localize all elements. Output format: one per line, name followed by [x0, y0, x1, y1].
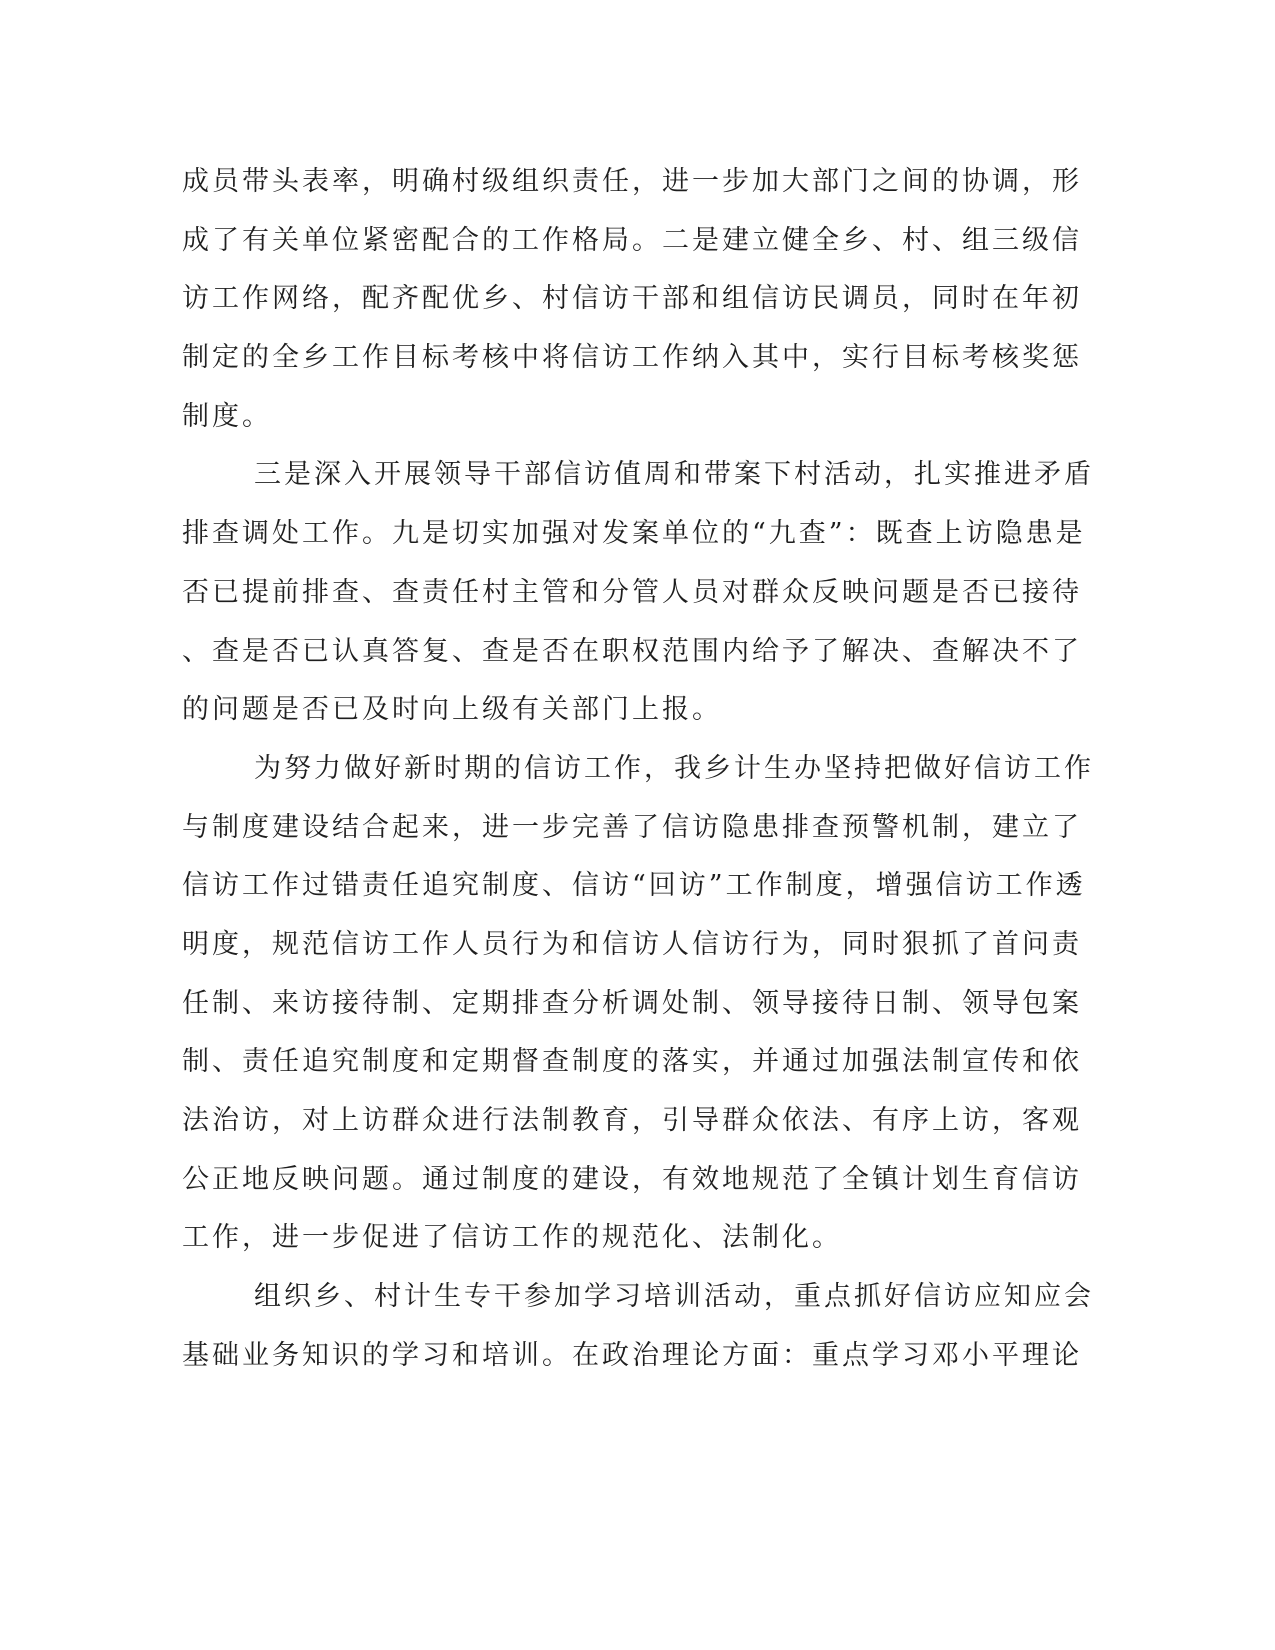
- text-line-2: 成了有关单位紧密配合的工作格局。二是建立健全乡、村、组三级信: [182, 224, 1082, 256]
- text-line-17: 法治访，对上访群众进行法制教育，引导群众依法、有序上访，客观: [182, 1105, 1082, 1136]
- text-line-5: 制度。: [182, 400, 272, 432]
- body-text: [182, 153, 1094, 1385]
- text-line-9: 、查是否已认真答复、查是否在职权范围内给予了解决、查解决不了: [182, 635, 1082, 667]
- text-line-14: 明度，规范信访工作人员行为和信访人信访行为，同时狠抓了首问责: [182, 928, 1082, 960]
- text-line-15: 任制、来访接待制、定期排查分析调处制、领导接待日制、领导包案: [182, 987, 1082, 1019]
- text-line-20: 组织乡、村计生专干参加学习培训活动，重点抓好信访应知应会: [254, 1281, 1094, 1313]
- text-line-4: 制定的全乡工作目标考核中将信访工作纳入其中，实行目标考核奖惩: [182, 342, 1082, 374]
- text-line-8: 否已提前排查、查责任村主管和分管人员对群众反映问题是否已接待: [182, 576, 1082, 608]
- text-line-13: 信访工作过错责任追究制度、信访“回访”工作制度，增强信访工作透: [182, 870, 1086, 902]
- text-line-3: 访工作网络，配齐配优乡、村信访干部和组信访民调员，同时在年初: [182, 283, 1082, 315]
- text-line-12: 与制度建设结合起来，进一步完善了信访隐患排查预警机制，建立了: [182, 811, 1082, 843]
- text-line-10: 的问题是否已及时向上级有关部门上报。: [182, 694, 722, 726]
- text-line-16: 制、责任追究制度和定期督查制度的落实，并通过加强法制宣传和依: [182, 1046, 1082, 1078]
- text-line-6: 三是深入开展领导干部信访值周和带案下村活动，扎实推进矛盾: [254, 459, 1094, 491]
- text-line-1: 成员带头表率，明确村级组织责任，进一步加大部门之间的协调，形: [182, 166, 1082, 197]
- text-line-11: 为努力做好新时期的信访工作，我乡计生办坚持把做好信访工作: [254, 752, 1094, 784]
- text-line-21: 基础业务知识的学习和培训。在政治理论方面：重点学习邓小平理论: [182, 1339, 1082, 1371]
- text-line-19: 工作，进一步促进了信访工作的规范化、法制化。: [182, 1222, 842, 1254]
- text-line-18: 公正地反映问题。通过制度的建设，有效地规范了全镇计划生育信访: [182, 1163, 1082, 1195]
- text-line-7: 排查调处工作。九是切实加强对发案单位的“九查”：既查上访隐患是: [182, 518, 1086, 550]
